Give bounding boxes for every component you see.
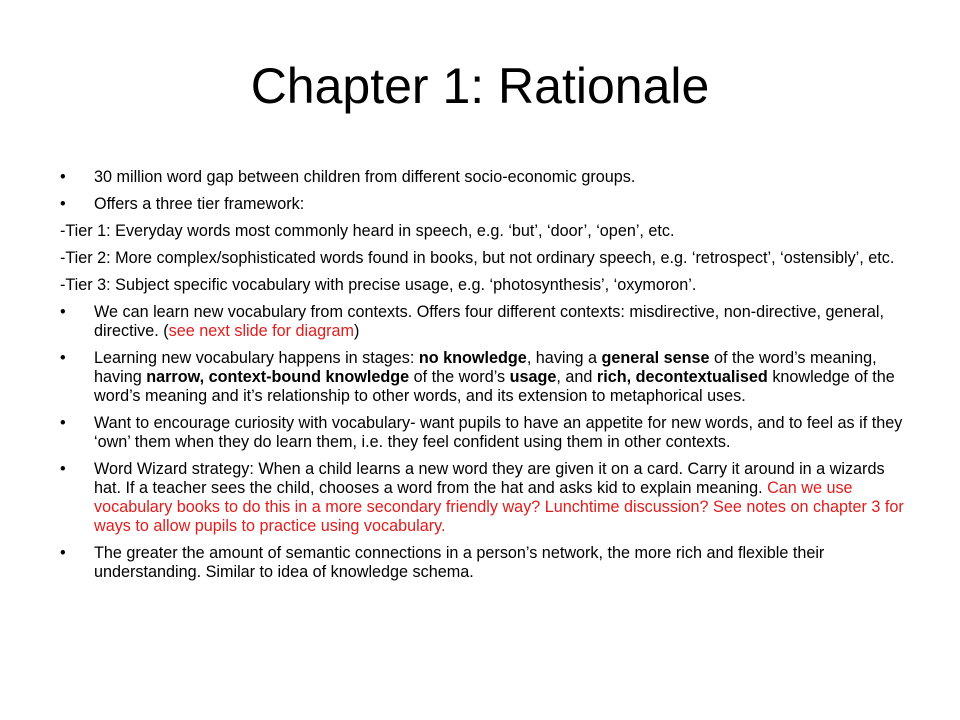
highlight-note: see next slide for diagram: [168, 322, 355, 340]
text-run: , and: [556, 368, 597, 386]
bullet-point: [60, 303, 910, 341]
text-run: ): [354, 322, 360, 340]
slide-body: [60, 168, 910, 590]
text-run: Learning new vocabulary happens in stages:: [94, 349, 419, 367]
bullet-point: [60, 414, 910, 452]
bold-term: general sense: [601, 349, 710, 367]
highlight-note: Can we use vocabulary books to do this in a more secondary friendly way? Lunchtime discussion? See notes on chapter 3 for ways to allow pupils to practice using vocabulary.: [94, 479, 904, 535]
text-run: Word Wizard strategy: When a child learns a new word they are given it on a card. Carry it around in a wizards hat. If a teacher sees the child, chooses a word from the hat and asks kid to explain meaning.: [94, 460, 885, 497]
text-run: -Tier 2: More complex/sophisticated words found in books, but not ordinary speech, e.g. ‘retrospect’, ‘ostensibly’, etc.: [60, 249, 895, 267]
slide-title: Chapter 1: Rationale: [250, 58, 710, 114]
bold-term: rich, decontextualised: [596, 368, 768, 386]
bold-term: usage: [509, 368, 557, 386]
bold-term: narrow, context-bound knowledge: [146, 368, 410, 386]
text-run: , having a: [526, 349, 602, 367]
text-run: of the word’s meaning, having: [94, 349, 877, 386]
tier-line: [60, 276, 910, 295]
text-run: -Tier 3: Subject specific vocabulary with precise usage, e.g. ‘photosynthesis’, ‘oxymoron’.: [60, 276, 697, 294]
text-run: knowledge of the word’s meaning and it’s relationship to other words, and its extension to metaphorical uses.: [94, 368, 895, 405]
tier-line: [60, 222, 910, 241]
text-run: of the word’s: [409, 368, 510, 386]
bullet-point: [60, 195, 910, 214]
text-run: -Tier 1: Everyday words most commonly heard in speech, e.g. ‘but’, ‘door’, ‘open’, etc.: [60, 222, 675, 240]
bold-term: no knowledge: [418, 349, 527, 367]
bullet-point: [60, 544, 910, 582]
text-run: Offers a three tier framework:: [94, 195, 305, 213]
text-run: We can learn new vocabulary from contexts. Offers four different contexts: misdirective, non-directive, general, directive. (: [94, 303, 884, 340]
text-run: 30 million word gap between children from different socio-economic groups.: [94, 168, 636, 186]
tier-line: [60, 249, 910, 268]
bullet-point: [60, 349, 910, 406]
bullet-point: [60, 460, 910, 536]
text-run: Want to encourage curiosity with vocabulary- want pupils to have an appetite for new words, and to feel as if they ‘own’ them when they do learn them, i.e. they feel confident using them in other contexts.: [94, 414, 903, 451]
text-run: The greater the amount of semantic connections in a person’s network, the more rich and flexible their understanding. Similar to idea of knowledge schema.: [94, 544, 825, 581]
bullet-point: [60, 168, 910, 187]
